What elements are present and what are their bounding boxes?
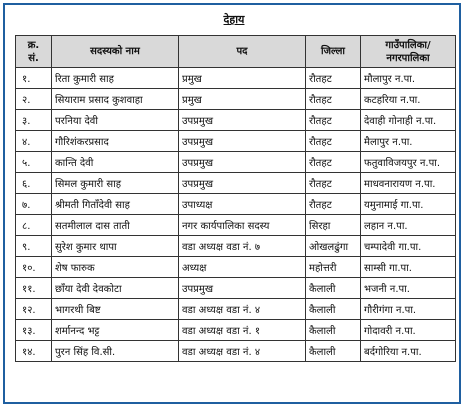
- cell-member-name: रिता कुमारी साह: [52, 68, 179, 89]
- header-serial-number: [16, 36, 52, 68]
- cell-serial-number: ३.: [16, 110, 52, 131]
- header-serial-line1: क्र.: [27, 39, 40, 51]
- cell-member-name: शेष फारुक: [52, 257, 179, 278]
- cell-member-name: भागरथी बिष्ट: [52, 299, 179, 320]
- cell-district: कैलाली: [306, 299, 361, 320]
- header-post: पद: [179, 36, 306, 68]
- cell-member-name: कान्ति देवी: [52, 152, 179, 173]
- table-row: [16, 236, 456, 257]
- page-heading: [5, 12, 463, 27]
- cell-serial-number: १२.: [16, 299, 52, 320]
- cell-post: वडा अध्यक्ष वडा नं. ४: [179, 341, 306, 362]
- header-member-name: सदस्यको नाम: [52, 36, 179, 68]
- table-row: [16, 299, 456, 320]
- cell-serial-number: ५.: [16, 152, 52, 173]
- cell-post: वडा अध्यक्ष वडा नं. ७: [179, 236, 306, 257]
- table-row: [16, 278, 456, 299]
- table-row: [16, 131, 456, 152]
- cell-district: ओखलढुंगा: [306, 236, 361, 257]
- cell-serial-number: १४.: [16, 341, 52, 362]
- cell-serial-number: २.: [16, 89, 52, 110]
- table-row: [16, 110, 456, 131]
- cell-municipality: बर्दगोरिया न.पा.: [361, 341, 456, 362]
- cell-district: रौतहट: [306, 194, 361, 215]
- cell-district: रौतहट: [306, 131, 361, 152]
- cell-district: रौतहट: [306, 89, 361, 110]
- table-row: [16, 257, 456, 278]
- cell-member-name: सतमीलाल दास ताती: [52, 215, 179, 236]
- header-district: जिल्ला: [306, 36, 361, 68]
- cell-post: प्रमुख: [179, 89, 306, 110]
- cell-municipality: देवाही गोनाही न.पा.: [361, 110, 456, 131]
- cell-district: रौतहट: [306, 110, 361, 131]
- cell-municipality: गोदावरी न.पा.: [361, 320, 456, 341]
- cell-district: कैलाली: [306, 320, 361, 341]
- table-row: [16, 173, 456, 194]
- cell-post: उपप्रमुख: [179, 152, 306, 173]
- header-municipality: [361, 36, 456, 68]
- header-serial-line2: सं.: [28, 52, 39, 64]
- cell-serial-number: ६.: [16, 173, 52, 194]
- table-row: [16, 215, 456, 236]
- cell-member-name: सुरेश कुमार थापा: [52, 236, 179, 257]
- cell-post: वडा अध्यक्ष वडा नं. ४: [179, 299, 306, 320]
- cell-post: उपप्रमुख: [179, 110, 306, 131]
- cell-district: कैलाली: [306, 278, 361, 299]
- cell-post: उपप्रमुख: [179, 278, 306, 299]
- members-table: [15, 35, 456, 362]
- table-row: [16, 341, 456, 362]
- cell-member-name: पुरन सिंह वि.सी.: [52, 341, 179, 362]
- table-body: [16, 68, 456, 362]
- cell-member-name: गौरिशंकरप्रसाद: [52, 131, 179, 152]
- cell-post: अध्यक्ष: [179, 257, 306, 278]
- cell-municipality: गौरीगंगा न.पा.: [361, 299, 456, 320]
- table-row: [16, 68, 456, 89]
- cell-municipality: चम्पादेवी गा.पा.: [361, 236, 456, 257]
- cell-member-name: परनिया देवी: [52, 110, 179, 131]
- cell-serial-number: १.: [16, 68, 52, 89]
- cell-district: रौतहट: [306, 68, 361, 89]
- cell-district: रौतहट: [306, 173, 361, 194]
- table-row: [16, 152, 456, 173]
- cell-municipality: कटहरिया न.पा.: [361, 89, 456, 110]
- cell-post: उपाध्यक्ष: [179, 194, 306, 215]
- cell-member-name: श्रीमती गिताँदेवी साह: [52, 194, 179, 215]
- cell-municipality: लहान न.पा.: [361, 215, 456, 236]
- cell-municipality: यमुनामाई गा.पा.: [361, 194, 456, 215]
- cell-serial-number: ९.: [16, 236, 52, 257]
- cell-member-name: शर्मानन्द भट्ट: [52, 320, 179, 341]
- cell-municipality: माधवनारायण न.पा.: [361, 173, 456, 194]
- cell-post: उपप्रमुख: [179, 173, 306, 194]
- table-header-row: [16, 36, 456, 68]
- cell-municipality: मैलापुर न.पा.: [361, 131, 456, 152]
- table-row: [16, 194, 456, 215]
- cell-member-name: छाँया देवी देवकोटा: [52, 278, 179, 299]
- cell-municipality: फतुवाविजयपुर न.पा.: [361, 152, 456, 173]
- header-municipality-line1: गाउँपालिका/: [385, 39, 431, 51]
- cell-serial-number: ११.: [16, 278, 52, 299]
- cell-member-name: सियाराम प्रसाद कुशवाहा: [52, 89, 179, 110]
- cell-post: वडा अध्यक्ष वडा नं. १: [179, 320, 306, 341]
- heading-text: देहाय: [223, 13, 245, 26]
- cell-serial-number: ८.: [16, 215, 52, 236]
- cell-serial-number: १३.: [16, 320, 52, 341]
- cell-member-name: सिमल कुमारी साह: [52, 173, 179, 194]
- table-row: [16, 320, 456, 341]
- cell-municipality: भजनी न.पा.: [361, 278, 456, 299]
- document-frame: [3, 3, 461, 404]
- cell-district: रौतहट: [306, 152, 361, 173]
- cell-serial-number: ४.: [16, 131, 52, 152]
- cell-municipality: मौलापुर न.पा.: [361, 68, 456, 89]
- cell-serial-number: ७.: [16, 194, 52, 215]
- cell-post: उपप्रमुख: [179, 131, 306, 152]
- cell-municipality: साम्सी गा.पा.: [361, 257, 456, 278]
- cell-district: सिरहा: [306, 215, 361, 236]
- cell-district: महोत्तरी: [306, 257, 361, 278]
- table-row: [16, 89, 456, 110]
- header-municipality-line2: नगरपालिका: [386, 52, 430, 64]
- cell-post: नगर कार्यपालिका सदस्य: [179, 215, 306, 236]
- cell-serial-number: १०.: [16, 257, 52, 278]
- cell-post: प्रमुख: [179, 68, 306, 89]
- cell-district: कैलाली: [306, 341, 361, 362]
